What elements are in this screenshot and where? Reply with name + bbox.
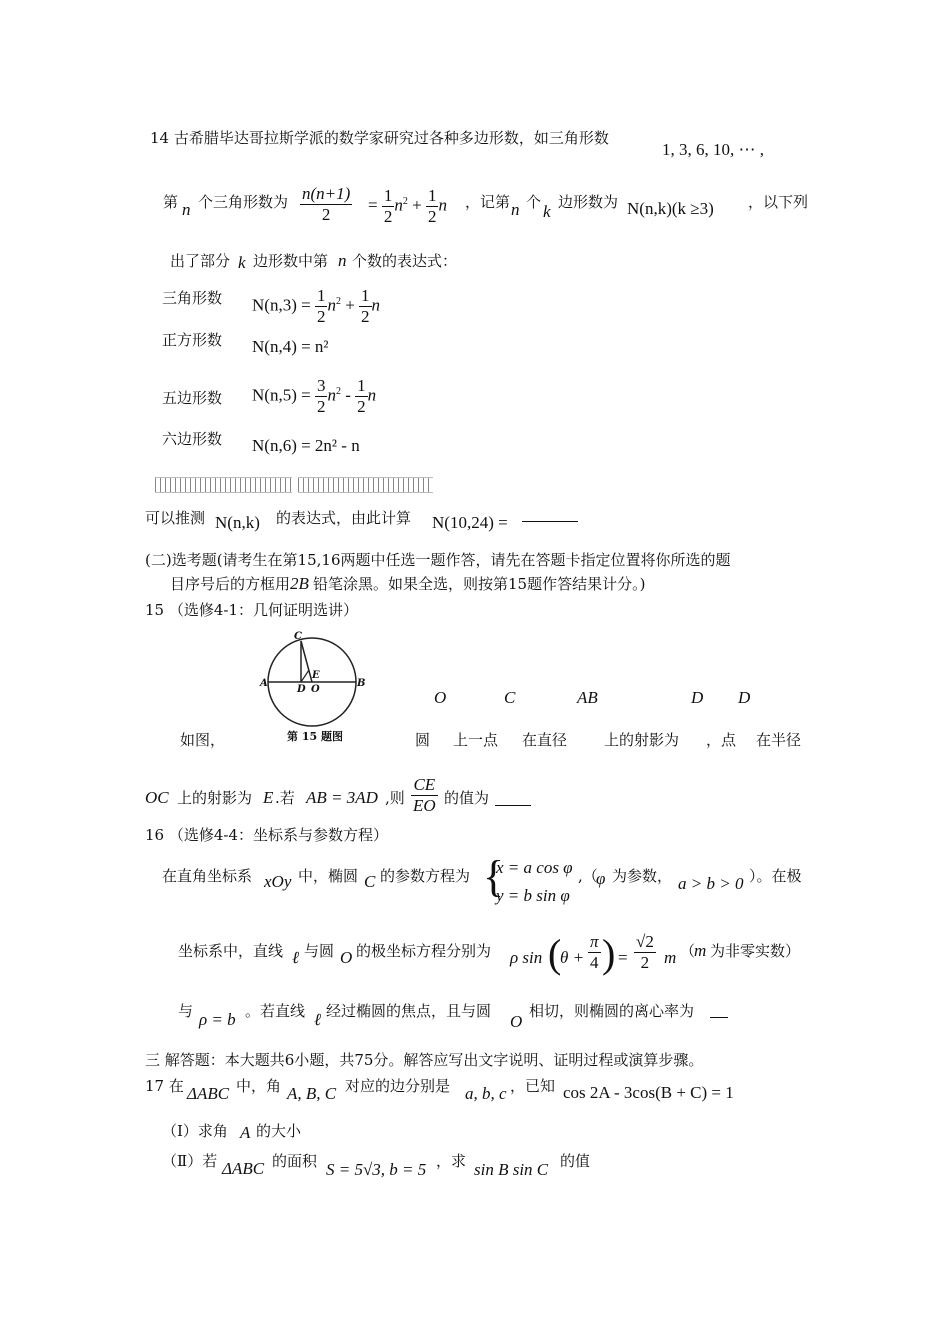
q14-text: ，记第 bbox=[465, 193, 511, 211]
answer-blank bbox=[495, 804, 531, 806]
math-n: n bbox=[511, 200, 520, 219]
fig-label-A: A bbox=[260, 678, 268, 689]
math-n: n bbox=[182, 200, 191, 219]
triangular-rhs: = $\frac{1}{2}$ $n^2$ + $\frac{1}{2}$ n bbox=[368, 186, 447, 226]
math-k: k bbox=[543, 202, 551, 221]
q16-text: 与 bbox=[178, 1002, 194, 1020]
math-line: ℓ bbox=[314, 1010, 322, 1029]
q17-text: 中，角 bbox=[236, 1077, 282, 1095]
q16-text: 为参数， bbox=[612, 867, 673, 885]
q15-text: .若 bbox=[275, 789, 295, 807]
math-line: ℓ bbox=[292, 948, 300, 967]
sec3-title: 三 解答题：本大题共6小题，共75分。解答应写出文字说明、证明过程或演算步骤。 bbox=[145, 1051, 704, 1069]
q16-text: 经过椭圆的焦点，且与圆 bbox=[326, 1002, 492, 1020]
scan-artifact bbox=[155, 477, 292, 493]
q14-sequence: 1, 3, 6, 10, ⋯ , bbox=[662, 140, 764, 159]
math-area: S = 5√3, b = 5 bbox=[326, 1160, 427, 1179]
q17-text: （Ⅰ）求角 bbox=[162, 1122, 228, 1140]
frac-num: n(n+1) bbox=[302, 184, 351, 203]
sec2-text: 目序号后的方框用 bbox=[170, 575, 291, 593]
q14-text: 个 bbox=[526, 193, 542, 211]
q17-text: 对应的边分别是 bbox=[345, 1077, 451, 1095]
q15-text: 的值为 bbox=[444, 789, 490, 807]
q17-text: 17 在 bbox=[145, 1077, 184, 1095]
paren-left: ( bbox=[548, 931, 562, 976]
q16-title: 16 （选修4-4：坐标系与参数方程） bbox=[145, 826, 389, 844]
q16-text: 坐标系中，直线 bbox=[178, 942, 284, 960]
q16-text: 与圆 bbox=[304, 942, 335, 960]
q14-text: 边形数为 bbox=[558, 193, 619, 211]
math-C: C bbox=[504, 688, 516, 707]
row-formula: N(n,6) = 2n² - n bbox=[252, 436, 360, 455]
math-2B: 2B bbox=[290, 574, 309, 593]
q16-text: 的极坐标方程分别为 bbox=[356, 942, 492, 960]
paren-right: ) bbox=[602, 931, 616, 976]
param-eq-x: x = a cos φ bbox=[496, 858, 573, 877]
q14-text: 第 bbox=[163, 193, 179, 211]
ratio-fraction bbox=[411, 775, 438, 816]
q16-text: 中，椭圆 bbox=[298, 867, 359, 885]
math-triangle: ΔABC bbox=[187, 1084, 230, 1103]
q15-text: ，点 bbox=[706, 731, 737, 749]
math-triangle: ΔABC bbox=[222, 1159, 265, 1178]
math-rho: ρ = b bbox=[199, 1010, 236, 1029]
q16-text: 在直角坐标系 bbox=[162, 867, 253, 885]
q16-text: （ bbox=[680, 942, 696, 960]
math-m: m bbox=[664, 948, 677, 967]
math-C: C bbox=[364, 872, 376, 891]
math-O: O bbox=[340, 948, 353, 967]
scan-artifact bbox=[298, 477, 433, 493]
q15-text: 在直径 bbox=[522, 731, 568, 749]
q15-text: 上的射影为 bbox=[177, 789, 253, 807]
math-phi: φ bbox=[596, 869, 606, 888]
math-D: D bbox=[691, 688, 704, 707]
math-cond: a > b > 0 bbox=[678, 874, 744, 893]
sqrt-fraction: $\frac{√2}{2}$ bbox=[636, 932, 654, 972]
fig-label-E: E bbox=[312, 670, 320, 681]
row-label: 三角形数 bbox=[162, 289, 223, 307]
q14-text: ，以下列 bbox=[748, 193, 809, 211]
math-eq: AB = 3AD bbox=[306, 788, 378, 807]
sec2-text: 铅笔涂黑。如果全选，则按第15题作答结果计分。) bbox=[313, 575, 646, 593]
math-AB: AB bbox=[577, 688, 598, 707]
row-label: 五边形数 bbox=[162, 389, 223, 407]
fig-label-B: B bbox=[357, 678, 366, 689]
math-A: A bbox=[240, 1123, 251, 1142]
math-eq: = bbox=[618, 948, 628, 967]
q16-text: 为非零实数） bbox=[710, 942, 801, 960]
param-eq-y: y = b sin φ bbox=[496, 886, 570, 905]
row-label: 六边形数 bbox=[162, 430, 223, 448]
polygonal-notation: N(n,k)(k ≥3) bbox=[627, 199, 714, 218]
math-sin-product: sin B sin C bbox=[474, 1160, 549, 1179]
q16-text: 相切，则椭圆的离心率为 bbox=[529, 1002, 695, 1020]
q17-text: （Ⅱ）若 bbox=[162, 1152, 218, 1170]
math-n: n bbox=[338, 251, 347, 270]
q15-title: 15 （选修4-1：几何证明选讲） bbox=[145, 601, 359, 619]
frac-num: CE bbox=[413, 775, 436, 794]
q14-text: 可以推测 bbox=[145, 509, 206, 527]
system-brace: { bbox=[483, 852, 505, 901]
math-OC: OC bbox=[145, 788, 169, 807]
q17-text: ，已知 bbox=[510, 1077, 556, 1095]
math-theta: θ + bbox=[560, 948, 585, 967]
frac-den: 2 bbox=[300, 204, 352, 225]
math-angles: A, B, C bbox=[287, 1084, 337, 1103]
math-N: N(n,k) bbox=[215, 513, 260, 532]
q14-intro: 14 古希腊毕达哥拉斯学派的数学家研究过各种多边形数，如三角形数 bbox=[150, 129, 609, 147]
triangular-fraction bbox=[300, 184, 352, 225]
q17-text: 的面积 bbox=[272, 1152, 318, 1170]
q15-text: 圆 bbox=[415, 731, 431, 749]
q14-text: 的表达式，由此计算 bbox=[276, 509, 412, 527]
q14-text: 边形数中第 bbox=[253, 252, 329, 270]
math-xOy: xOy bbox=[264, 872, 292, 891]
math-E: E bbox=[263, 788, 274, 807]
row-formula: N(n,5) = $\frac{3}{2}$ $n^2$ - $\frac{1}{2}$ n bbox=[252, 376, 377, 416]
q16-text: 。若直线 bbox=[245, 1002, 306, 1020]
sec2-text: (二)选考题(请考生在第15,16两题中任选一题作答，请先在答题卡指定位置将你所选的题 bbox=[145, 551, 731, 569]
q15-text: 如图， bbox=[180, 731, 226, 749]
row-formula: N(n,3) = $\frac{1}{2}$ $n^2$ + $\frac{1}{2}$ n bbox=[252, 286, 381, 326]
frac-den: EO bbox=[413, 796, 436, 815]
row-formula: N(n,4) = n² bbox=[252, 337, 329, 356]
math-O: O bbox=[510, 1012, 523, 1031]
fig-label-D: D bbox=[297, 684, 306, 695]
row-label: 正方形数 bbox=[162, 331, 223, 349]
pi-fraction: $\frac{\pi}{4}$ bbox=[590, 932, 599, 972]
math-N: N(10,24) = bbox=[432, 513, 508, 532]
math-m: m bbox=[694, 941, 707, 960]
q15-text: 上一点 bbox=[453, 731, 499, 749]
q16-text: 的参数方程为 bbox=[380, 867, 471, 885]
answer-blank bbox=[522, 520, 578, 522]
q16-text: ）。在极 bbox=[749, 867, 802, 885]
q17-text: 的值 bbox=[560, 1152, 591, 1170]
polar-sin: ρ sin bbox=[510, 948, 543, 967]
fig-label-O: O bbox=[311, 684, 320, 695]
q16-text: ,（ bbox=[578, 867, 598, 885]
figure-caption: 第 15 题图 bbox=[287, 730, 343, 743]
math-sides: a, b, c bbox=[465, 1084, 507, 1103]
q14-text: 个三角形数为 bbox=[198, 193, 289, 211]
q14-text: 个数的表达式： bbox=[352, 252, 458, 270]
math-given: cos 2A - 3cos(B + C) = 1 bbox=[563, 1083, 734, 1102]
math-D: D bbox=[738, 688, 751, 707]
math-O: O bbox=[434, 688, 447, 707]
q15-text: 上的射影为 bbox=[604, 731, 680, 749]
q17-text: ，求 bbox=[436, 1152, 467, 1170]
fig-label-C: C bbox=[294, 631, 302, 642]
q14-text: 出了部分 bbox=[170, 252, 231, 270]
q15-text: 在半径 bbox=[756, 731, 802, 749]
q17-text: 的大小 bbox=[256, 1122, 302, 1140]
answer-blank bbox=[710, 1016, 728, 1018]
q15-text: ,则 bbox=[385, 789, 405, 807]
math-k: k bbox=[238, 253, 246, 272]
